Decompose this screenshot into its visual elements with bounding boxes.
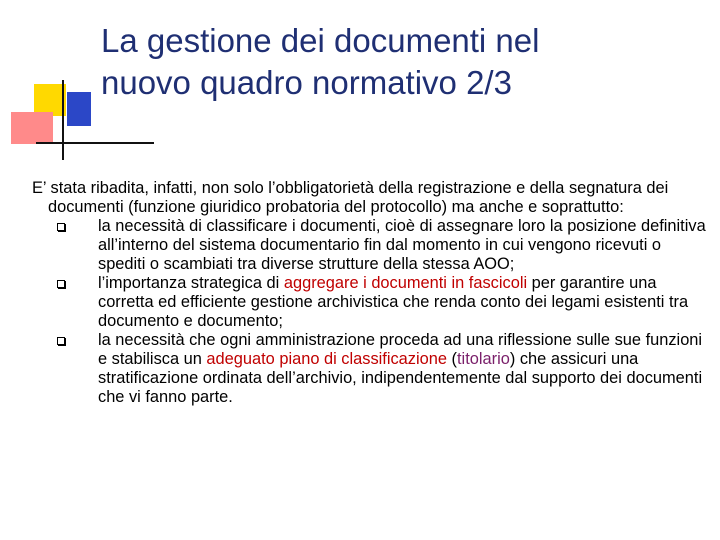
bullet-2-highlight: aggregare i documenti in fascicoli xyxy=(283,274,528,292)
slide-body xyxy=(32,179,712,407)
intro-paragraph: E’ stata ribadita, infatti, non solo l’obbligatorietà della registrazione e della segnatura dei documenti (funzione giuridico probatoria del protocollo) ma anche e soprattutto: xyxy=(32,179,669,216)
bullet-item-1 xyxy=(32,217,712,274)
title-line-1: La gestione dei documenti nel xyxy=(101,22,540,59)
decor-blue-rectangle xyxy=(67,92,91,126)
square-bullet-icon xyxy=(57,223,65,231)
bullet-2-post: per garantire una corretta ed efficiente gestione archivistica che renda conto dei legami esistenti tra documento e documento; xyxy=(98,274,689,330)
bullet-3-highlight-2: titolario xyxy=(457,350,510,368)
square-bullet-icon xyxy=(57,280,65,288)
bullet-item-2 xyxy=(32,274,712,331)
bullet-3-pre: la necessità che ogni amministrazione proceda ad una riflessione sulle sue funzioni e stabilisca un xyxy=(98,331,703,368)
bullet-3-post: ) che assicuri una stratificazione ordinata dell’archivio, indipendentemente dal supporto dei documenti che vi fanno parte. xyxy=(98,350,703,406)
slide-title xyxy=(101,20,701,104)
bullet-item-3 xyxy=(32,331,712,407)
title-line-2: nuovo quadro normativo 2/3 xyxy=(101,64,512,101)
square-bullet-icon xyxy=(57,337,65,345)
bullet-1-text: la necessità di classificare i documenti, cioè di assegnare loro la posizione definitiva all’interno del sistema documentario fin dal momento in cui vengono ricevuti o spediti o scambiati tra diverse strutture della stessa AOO; xyxy=(98,217,706,273)
decor-horizontal-line xyxy=(36,142,154,144)
bullet-2-pre: l’importanza strategica di xyxy=(98,274,284,292)
bullet-3-mid: ( xyxy=(446,350,457,368)
bullet-3-highlight: adeguato piano di classificazione xyxy=(206,350,447,368)
decor-vertical-line xyxy=(62,80,64,160)
decor-pink-rectangle xyxy=(11,112,53,144)
bullet-list xyxy=(32,217,712,407)
